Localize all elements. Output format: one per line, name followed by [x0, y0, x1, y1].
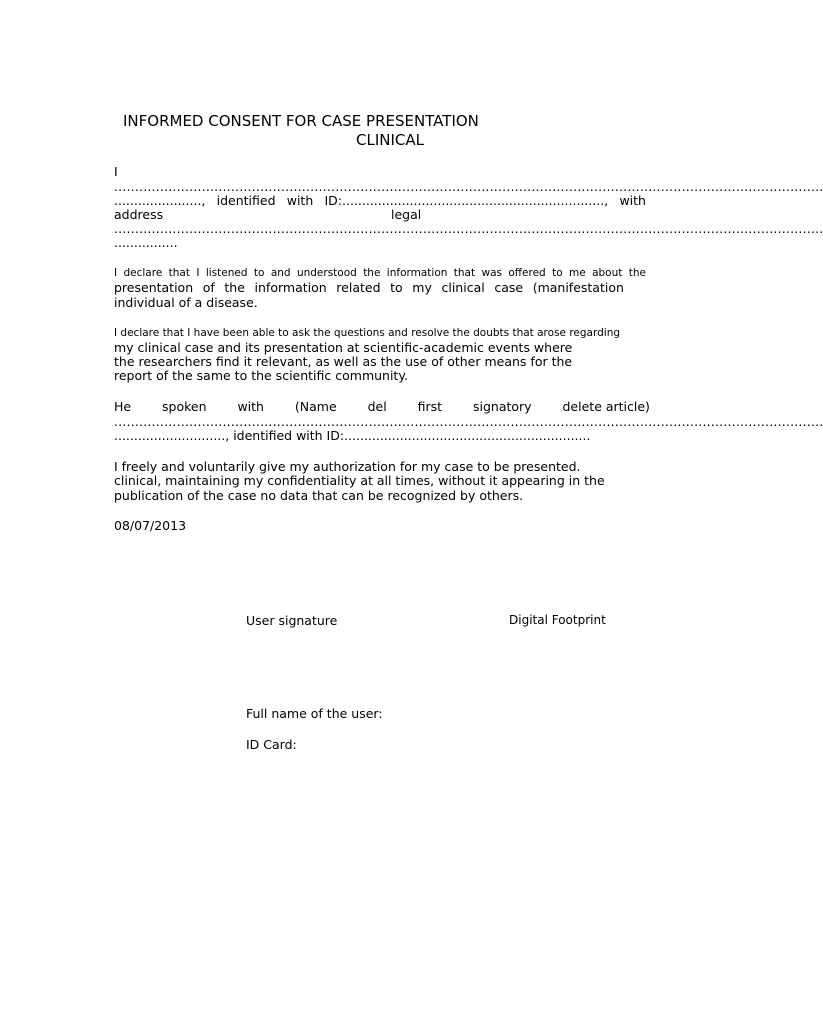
paragraph1-line1-word: the — [363, 267, 381, 279]
paragraph3-dots-line: .......................................................................................................................................................................... — [114, 414, 823, 429]
paragraph1-line2-word: case — [494, 280, 524, 295]
paragraph4-line1: I freely and voluntarily give my authorization for my case to be presented. — [114, 459, 581, 474]
paragraph3-line1-word: del — [367, 399, 387, 414]
paragraph1-line1-word: that — [453, 267, 476, 279]
document-title-line1: INFORMED CONSENT FOR CASE PRESENTATION — [123, 112, 479, 130]
paragraph2-line3: the researchers find it relevant, as well as the use of other means for the — [114, 354, 573, 369]
paragraph1-line2-word: (manifestation — [532, 280, 624, 295]
paragraph1-line1-word: about — [592, 267, 623, 279]
paragraph4-line2: clinical, maintaining my confidentiality at all times, without it appearing in the — [114, 473, 605, 488]
paragraph1-line2-word: the — [224, 280, 245, 295]
paragraph1-line1-word: declare — [123, 267, 163, 279]
paragraph1-line1-word: understood — [296, 267, 357, 279]
paragraph1-line1-word: to — [552, 267, 563, 279]
paragraph1-line1-word: I — [196, 267, 200, 279]
paragraph1-line2-word: presentation — [114, 280, 194, 295]
paragraph4-line3: publication of the case no data that can be recognized by others. — [114, 488, 524, 503]
paragraph3-line1-word: He — [114, 399, 132, 414]
paragraph1-line1-word: and — [270, 267, 291, 279]
paragraph1-line1-word: offered — [508, 267, 546, 279]
identified-prefix: ......................, — [114, 193, 206, 208]
paragraph3-line1-word: (Name — [294, 399, 337, 414]
paragraph3-line1-word: first — [417, 399, 443, 414]
paragraph3-line1 — [114, 400, 650, 414]
identified-label: identified — [216, 193, 276, 208]
paragraph1-line1-word: I — [114, 267, 118, 279]
id-card-label: ID Card: — [246, 737, 297, 752]
full-name-label: Full name of the user: — [246, 706, 383, 721]
paragraph3-line1-word: signatory — [472, 399, 532, 414]
paragraph2-line2: my clinical case and its presentation at scientific-academic events where — [114, 340, 573, 355]
paragraph1-line1-word: to — [253, 267, 265, 279]
paragraph1-line1-word: information — [386, 267, 448, 279]
digital-footprint-label: Digital Footprint — [509, 613, 606, 627]
paragraph1-line3: individual of a disease. — [114, 295, 258, 310]
paragraph1-line2-word: to — [390, 280, 403, 295]
paragraph3-line1-word: delete article) — [562, 399, 650, 414]
paragraph1-line2-word: of — [202, 280, 215, 295]
paragraph3-line1-word: with — [237, 399, 264, 414]
intro-pronoun: I — [114, 164, 118, 179]
paragraph1-line1-word: listened — [205, 267, 248, 279]
paragraph1-line1-word: me — [569, 267, 586, 279]
intro-dots-line2: .......................................................................................................................................................................... — [114, 221, 823, 236]
paragraph3-identified-line: ............................, identified with ID:.............................................................. — [114, 428, 591, 443]
address-label: address — [114, 207, 164, 222]
paragraph1-line2 — [114, 281, 624, 295]
document-date: 08/07/2013 — [114, 518, 187, 533]
user-signature-label: User signature — [246, 613, 338, 628]
intro-dots-line1: .......................................................................................................................................................................... — [114, 179, 823, 194]
paragraph1-line2-word: information — [254, 280, 327, 295]
paragraph1-line2-word: related — [336, 280, 381, 295]
paragraph1-line1-word: that — [168, 267, 190, 279]
legal-label: legal — [391, 207, 422, 222]
intro-dots-line3: ................ — [114, 235, 178, 250]
document-title-line2: CLINICAL — [356, 131, 424, 149]
paragraph1-line1-word: was — [481, 267, 502, 279]
paragraph3-line1-word: spoken — [162, 399, 207, 414]
paragraph1-line2-word: my — [412, 280, 432, 295]
paragraph1-line1-word: the — [628, 267, 646, 279]
id-label: ID:.................................................................., — [324, 193, 609, 208]
intro-identified-line — [114, 194, 646, 208]
with-label: with — [286, 193, 314, 208]
paragraph1-line1 — [114, 266, 646, 280]
with-label-2: with — [619, 193, 646, 208]
paragraph2-line1: I declare that I have been able to ask the questions and resolve the doubts that arose regarding — [114, 327, 621, 339]
paragraph2-line4: report of the same to the scientific community. — [114, 368, 408, 383]
paragraph1-line2-word: clinical — [441, 280, 485, 295]
